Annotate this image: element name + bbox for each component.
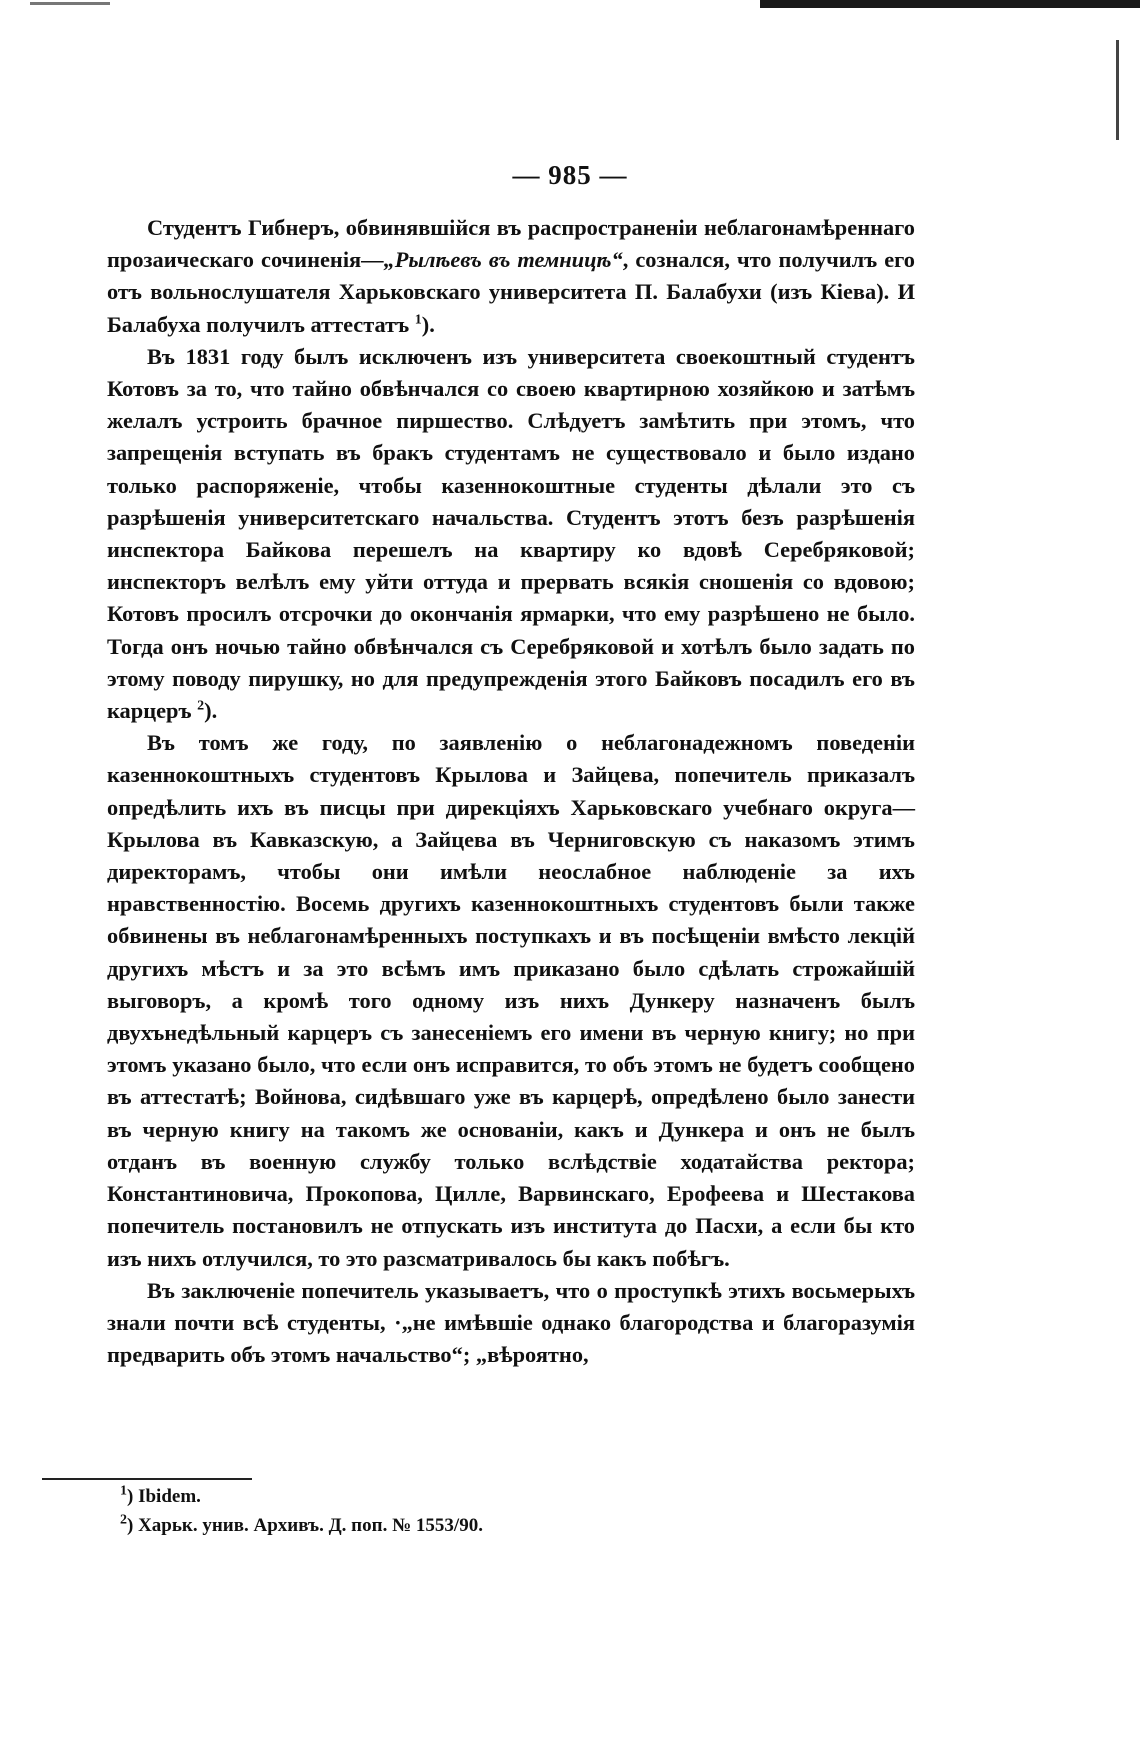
- footnote: [120, 1511, 820, 1540]
- text-run: Въ 1831 году былъ исключенъ изъ университета своекоштный студентъ Котовъ за то, что тайно обвѣнчался со своею квартирною хозяйкою и затѣмъ желалъ устроить брачное пиршество. Слѣдуетъ замѣтить при этомъ, что запрещенія вступать въ бракъ студентамъ не существовало и было издано только распоряженіе, чтобы казеннокоштные студенты дѣлали это съ разрѣшенія университетскаго начальства. Студентъ этотъ безъ разрѣшенія инспектора Байкова перешелъ на квартиру ко вдовѣ Серебряковой; инспекторъ велѣлъ ему уйти оттуда и прервать всякія сношенія со вдовою; Котовъ просилъ отсрочки до окончанія ярмарки, что ему разрѣшено не было. Тогда онъ ночью тайно обвѣнчался съ Серебряковой и хотѣлъ было задать по этому поводу пирушку, но для предупрежденія этого Байковъ посадилъ его въ карцеръ: [107, 343, 915, 724]
- footnote-marker: 2: [120, 1512, 127, 1528]
- text-run: ).: [204, 698, 218, 724]
- text-run: Въ томъ же году, по заявленію о неблагонадежномъ поведеніи казеннокоштныхъ студентовъ Крылова и Зайцева, попечитель приказалъ опредѣлить ихъ въ писцы при дирекціяхъ Харьковскаго учебнаго округа—Крылова въ Кавказскую, а Зайцева въ Черниговскую съ наказомъ этимъ директорамъ, чтобы они имѣли неослабное наблюденіе за ихъ нравственностію. Восемь другихъ казеннокоштныхъ студентовъ были также обвинены въ неблагонамѣренныхъ поступкахъ и въ посѣщеніи вмѣсто лекцій другихъ мѣстъ и за это всѣмъ имъ приказано было сдѣлать строжайшій выговоръ, а кромѣ того одному изъ нихъ Дункеру назначенъ былъ двухънедѣльный карцеръ съ занесеніемъ его имени въ черную книгу; но при этомъ указано было, что если онъ исправится, то объ этомъ не будетъ сообщено въ аттестатѣ; Войнова, сидѣвшаго уже въ карцерѣ, опредѣлено было занести въ черную книгу на такомъ же основаніи, какъ и Дункера и онъ не былъ отданъ въ военную службу только вслѣдствіе ходатайства ректора; Константиновича, Прокопова, Цилле, Варвинскаго, Ерофеева и Шестакова попечитель постановилъ не отпускать изъ института до Пасхи, а если бы кто изъ нихъ отлучился, то это разсматривалось бы какъ побѣгъ.: [107, 730, 915, 1271]
- footnotes: [120, 1482, 820, 1540]
- text-run: ).: [421, 311, 435, 337]
- footnote-ref: 1: [414, 312, 422, 328]
- body-text: [107, 212, 915, 1371]
- paragraph: [107, 1275, 915, 1372]
- italic-title: „Рылѣевъ въ темницѣ“: [383, 247, 623, 273]
- top-left-scan-mark: [30, 2, 110, 5]
- footnote-text: ) Харьк. унив. Архивъ. Д. поп. № 1553/90.: [127, 1515, 483, 1536]
- text-run: Студентъ Гибнеръ, обвинявшійся въ распространеніи неблагонамѣреннаго прозаическаго сочиненія—: [107, 215, 915, 273]
- text-run: , сознался, что получилъ его отъ вольнослушателя Харьковскаго университета П. Балабухи (изъ Кіева). И Балабуха получилъ аттестатъ: [107, 247, 915, 337]
- footnote-text: ) Ibidem.: [127, 1486, 201, 1507]
- paragraph: [107, 341, 915, 727]
- page-number: — 985 —: [512, 160, 628, 190]
- footnote-ref: 2: [197, 698, 205, 714]
- footnote-divider: [42, 1478, 252, 1480]
- footnote: [120, 1482, 820, 1511]
- text-run: Въ заключеніе попечитель указываетъ, что о проступкѣ этихъ восьмерыхъ знали почти всѣ студенты, ·„не имѣвшіе однако благородства и благоразумія предварить объ этомъ начальство“; „вѣроятно,: [107, 1277, 915, 1368]
- paragraph: [107, 212, 915, 341]
- paragraph: [107, 727, 915, 1274]
- footnote-marker: 1: [120, 1483, 127, 1499]
- top-edge-mark: [760, 0, 1140, 8]
- right-edge-scan-mark: [1116, 40, 1119, 140]
